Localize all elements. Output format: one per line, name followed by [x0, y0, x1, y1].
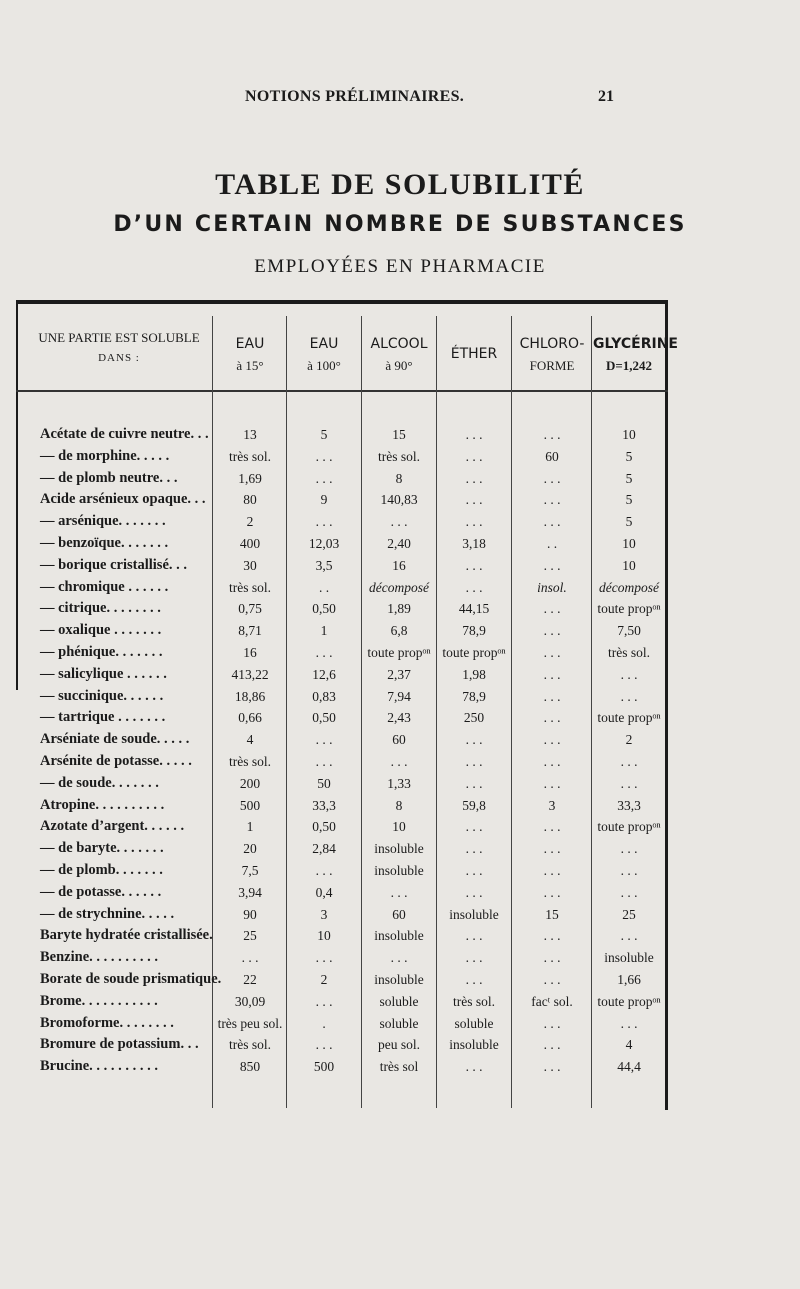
table-row	[16, 925, 668, 946]
solubility-value: très sol.	[229, 1037, 271, 1053]
solubility-value: 250	[463, 710, 485, 726]
substance-name: — de plomb neutre. . .	[40, 469, 178, 486]
solubility-value: toute propᵒⁿ	[597, 993, 661, 1009]
solubility-value: 1,33	[387, 775, 411, 791]
solubility-value: . . .	[465, 754, 483, 769]
solubility-value: 30,09	[234, 993, 266, 1009]
substance-name: — tartrique . . . . . . .	[40, 709, 166, 726]
column-header-name: GLYCÉRINE	[593, 336, 678, 352]
solubility-value: insoluble	[374, 841, 424, 857]
solubility-value: . . .	[543, 972, 561, 987]
solubility-value: . . .	[465, 470, 483, 486]
column-header	[288, 336, 360, 374]
solubility-value: . . .	[620, 666, 638, 682]
substance-name: — salicylique . . . . . .	[40, 665, 167, 682]
solubility-value: 3,94	[238, 884, 262, 900]
solubility-value: 33,3	[617, 797, 641, 813]
solubility-value: . . .	[390, 754, 408, 769]
solubility-value: 15	[392, 427, 406, 442]
column-header	[363, 336, 435, 374]
solubility-value: 1,69	[238, 470, 262, 486]
table-row	[16, 773, 668, 794]
solubility-value: 0,50	[312, 819, 336, 835]
column-header-name: ALCOOL	[370, 336, 428, 352]
table-row	[16, 838, 668, 859]
substance-name: — succinique. . . . . .	[40, 687, 164, 704]
solubility-table	[16, 300, 678, 1110]
solubility-value: 1,89	[387, 601, 411, 617]
solubility-value: 12,6	[312, 666, 336, 682]
solubility-value: très sol.	[229, 579, 271, 595]
table-row	[16, 686, 668, 707]
solubility-value: 7,94	[387, 688, 411, 704]
solubility-value: 413,22	[231, 666, 269, 682]
solubility-value: insoluble	[374, 928, 424, 944]
solubility-value: . . .	[315, 645, 333, 660]
solubility-value: 4	[246, 732, 254, 748]
substance-name: — citrique. . . . . . . .	[40, 600, 161, 617]
solubility-value: toute propᵒⁿ	[597, 819, 661, 835]
table-row	[16, 947, 668, 968]
table-row	[16, 1034, 668, 1055]
solubility-value: 60	[392, 906, 406, 922]
solubility-value: .	[322, 1015, 326, 1031]
solubility-value: . . .	[465, 579, 483, 595]
solubility-value: 5	[625, 448, 633, 464]
table-row	[16, 598, 668, 619]
solubility-value: 8	[395, 797, 403, 813]
solubility-value: 8	[395, 470, 403, 486]
solubility-value: 10	[317, 928, 331, 944]
solubility-value: 10	[392, 819, 406, 835]
solubility-value: . . .	[543, 710, 561, 726]
solubility-value: 15	[545, 906, 559, 922]
column-header	[513, 336, 591, 374]
table-row	[16, 991, 668, 1012]
solubility-value: 2,37	[387, 666, 411, 682]
column-header-sub: D=1,242	[605, 358, 653, 373]
solubility-value: 850	[239, 1059, 261, 1075]
solubility-value: 0,4	[315, 884, 333, 900]
solubility-value: . . .	[543, 601, 561, 617]
solubility-value: . . .	[543, 688, 561, 704]
solubility-value: 0,50	[312, 710, 336, 726]
column-header-name: EAU	[309, 336, 339, 352]
solubility-value: toute propᵒⁿ	[597, 601, 661, 617]
substance-name: Brome. . . . . . . . . . .	[40, 992, 158, 1009]
solubility-value: soluble	[379, 993, 419, 1009]
solubility-value: . . .	[315, 950, 333, 966]
substance-name: Acide arsénieux opaque. . .	[40, 491, 206, 508]
solubility-value: . . .	[543, 928, 561, 944]
substance-name: — de baryte. . . . . . .	[40, 840, 164, 857]
solubility-value: . . .	[465, 427, 483, 442]
solubility-value: 80	[243, 492, 257, 508]
solubility-value: insoluble	[374, 972, 424, 987]
column-header-name: CHLORO-	[519, 336, 585, 352]
solubility-value: . . .	[465, 557, 483, 573]
solubility-value: . . .	[465, 492, 483, 508]
solubility-value: . . .	[465, 1059, 483, 1075]
solubility-value: 33,3	[312, 797, 336, 813]
substance-name: — phénique. . . . . . .	[40, 644, 163, 660]
solubility-value: 10	[622, 427, 636, 442]
solubility-value: 140,83	[380, 492, 418, 508]
solubility-value: soluble	[454, 1015, 494, 1031]
table-row	[16, 446, 668, 467]
solubility-value: . . .	[390, 514, 408, 530]
solubility-value: 10	[622, 557, 636, 573]
substance-name: — de potasse. . . . . .	[40, 883, 162, 900]
solubility-value: décomposé	[599, 579, 659, 595]
substance-name: — borique cristallisé. . .	[40, 556, 188, 573]
substance-name: Acétate de cuivre neutre. . .	[40, 426, 209, 442]
table-row	[16, 468, 668, 489]
solubility-value: 1	[246, 819, 254, 835]
solubility-value: décomposé	[369, 579, 429, 595]
solubility-value: . .	[318, 579, 330, 595]
solubility-value: 78,9	[462, 623, 486, 639]
substance-name: Baryte hydratée cristallisée.	[40, 927, 213, 944]
table-top-rule	[16, 300, 668, 304]
solubility-value: . . .	[543, 732, 561, 748]
solubility-value: 2	[320, 972, 328, 987]
solubility-value: insoluble	[449, 1037, 499, 1053]
table-row	[16, 555, 668, 576]
table-row	[16, 511, 668, 532]
solubility-value: . . .	[620, 754, 638, 769]
page-number: 21	[598, 88, 614, 105]
solubility-value: . . .	[315, 993, 333, 1009]
solubility-value: . . .	[543, 950, 561, 966]
solubility-value: . . .	[315, 470, 333, 486]
solubility-value: 25	[622, 906, 636, 922]
table-row	[16, 816, 668, 837]
solubility-value: . . .	[543, 1015, 561, 1031]
solubility-value: . . .	[315, 754, 333, 769]
substance-name: Borate de soude prismatique.	[40, 971, 222, 987]
column-header	[214, 336, 286, 374]
solubility-value: 1,66	[617, 972, 641, 987]
solubility-value: . . .	[543, 492, 561, 508]
substance-name: Arsénite de potasse. . . . .	[40, 753, 192, 769]
solubility-value: 500	[313, 1059, 335, 1075]
solubility-value: 0,50	[312, 601, 336, 617]
solubility-value: 10	[622, 536, 636, 551]
solubility-value: 16	[392, 557, 406, 573]
solubility-value: . . .	[465, 863, 483, 878]
substance-name: Bromure de potassium. . .	[40, 1036, 199, 1053]
solubility-value: . . .	[465, 950, 483, 966]
solubility-value: insoluble	[604, 950, 654, 966]
solubility-value: . . .	[543, 666, 561, 682]
solubility-value: facᵗ sol.	[531, 993, 573, 1009]
solubility-value: . . .	[315, 448, 333, 464]
solubility-value: 3,5	[315, 557, 333, 573]
solubility-value: très sol.	[229, 754, 271, 769]
solubility-value: . . .	[465, 972, 483, 987]
substance-name: — chromique . . . . . .	[40, 578, 169, 595]
solubility-value: 59,8	[462, 797, 486, 813]
solubility-value: 44,15	[458, 601, 490, 617]
substance-name: Arséniate de soude. . . . .	[40, 731, 190, 748]
solubility-value: 9	[320, 492, 328, 508]
row-header-line2: DANS :	[98, 352, 140, 364]
solubility-value: . . .	[465, 928, 483, 944]
solubility-value: insoluble	[374, 863, 424, 878]
header-rule	[16, 390, 668, 392]
table-row	[16, 533, 668, 554]
table-row	[16, 424, 668, 445]
solubility-value: . . .	[390, 950, 408, 966]
solubility-value: . . .	[543, 841, 561, 857]
solubility-value: 18,86	[234, 688, 266, 704]
solubility-value: 5	[625, 492, 633, 508]
solubility-value: . . .	[465, 514, 483, 530]
column-header-name: EAU	[235, 336, 265, 352]
solubility-value: insol.	[537, 579, 567, 595]
solubility-value: 400	[239, 536, 261, 551]
solubility-value: très sol.	[608, 645, 650, 660]
column-header-sub: à 15°	[236, 358, 264, 373]
substance-name: — arsénique. . . . . . .	[40, 513, 166, 530]
table-row	[16, 904, 668, 925]
solubility-value: très peu sol.	[217, 1015, 283, 1031]
substance-name: — de soude. . . . . . .	[40, 774, 159, 791]
solubility-value: 5	[625, 514, 633, 530]
solubility-value: toute propᵒⁿ	[597, 710, 661, 726]
solubility-value: 30	[243, 557, 257, 573]
solubility-value: . . .	[620, 841, 638, 857]
substance-name: — de morphine. . . . .	[40, 447, 170, 464]
solubility-value: . . .	[465, 732, 483, 748]
solubility-value: . . .	[543, 557, 561, 573]
solubility-value: . .	[546, 536, 558, 551]
solubility-value: insoluble	[449, 906, 499, 922]
row-header-line1: UNE PARTIE EST SOLUBLE	[38, 330, 200, 345]
solubility-value: . . .	[543, 819, 561, 835]
solubility-value: . . .	[620, 928, 638, 944]
column-header-sub: FORME	[529, 358, 575, 373]
solubility-value: . . .	[543, 514, 561, 530]
solubility-value: 0,66	[238, 710, 262, 726]
table-row	[16, 1013, 668, 1034]
solubility-value: très sol	[379, 1059, 419, 1075]
column-header	[593, 336, 678, 374]
solubility-value: . . .	[241, 950, 259, 966]
column-header-sub: à 100°	[307, 358, 341, 373]
row-header-label	[24, 330, 214, 364]
solubility-value: 2	[625, 732, 633, 748]
solubility-value: 16	[243, 645, 257, 660]
table-row	[16, 882, 668, 903]
solubility-value: 90	[243, 906, 257, 922]
solubility-value: toute propᵒⁿ	[367, 645, 431, 660]
solubility-value: . . .	[465, 884, 483, 900]
solubility-value: 22	[243, 972, 257, 987]
solubility-value: 2	[246, 514, 254, 530]
table-row	[16, 642, 668, 663]
column-header-name: ÉTHER	[450, 346, 498, 362]
solubility-value: 50	[317, 775, 331, 791]
solubility-value: . . .	[543, 427, 561, 442]
table-subtitle: D’UN CERTAIN NOMBRE DE SUBSTANCES	[113, 212, 687, 237]
solubility-value: . . .	[543, 863, 561, 878]
substance-name: Atropine. . . . . . . . . .	[40, 796, 165, 813]
solubility-value: 2,43	[387, 710, 411, 726]
solubility-value: . . .	[620, 775, 638, 791]
solubility-value: . . .	[620, 688, 638, 704]
solubility-value: . . .	[543, 775, 561, 791]
solubility-value: . . .	[543, 1059, 561, 1075]
solubility-value: très sol.	[378, 448, 420, 464]
substance-name: Benzine. . . . . . . . . .	[40, 949, 159, 966]
solubility-value: 12,03	[308, 536, 340, 551]
solubility-value: 500	[239, 797, 261, 813]
table-row	[16, 1056, 668, 1077]
table-title: TABLE DE SOLUBILITÉ	[215, 168, 585, 201]
table-row	[16, 729, 668, 750]
substance-name: Brucine. . . . . . . . . .	[40, 1058, 159, 1075]
solubility-value: . . .	[543, 623, 561, 639]
substance-name: Bromoforme. . . . . . . .	[40, 1014, 174, 1031]
solubility-value: . . .	[465, 819, 483, 835]
table-row	[16, 969, 668, 990]
table-row	[16, 795, 668, 816]
solubility-value: . . .	[315, 1037, 333, 1053]
solubility-value: 44,4	[617, 1059, 641, 1075]
substance-name: — benzoïque. . . . . . .	[40, 535, 169, 551]
column-header-sub: à 90°	[385, 358, 413, 373]
solubility-value: 0,75	[238, 601, 262, 617]
solubility-value: 0,83	[312, 688, 336, 704]
table-row	[16, 860, 668, 881]
substance-name: — de plomb. . . . . . .	[40, 862, 163, 878]
solubility-value: très sol.	[229, 448, 271, 464]
solubility-value: . . .	[543, 1037, 561, 1053]
table-subtitle-2: EMPLOYÉES EN PHARMACIE	[254, 256, 546, 277]
table-row	[16, 489, 668, 510]
solubility-value: 4	[625, 1037, 633, 1053]
solubility-value: . . .	[315, 863, 333, 878]
solubility-value: toute propᵒⁿ	[442, 645, 506, 660]
substance-name: Azotate d’argent. . . . . .	[40, 818, 185, 835]
solubility-value: . . .	[465, 448, 483, 464]
solubility-value: très sol.	[453, 993, 495, 1009]
solubility-value: soluble	[379, 1015, 419, 1031]
solubility-value: 60	[545, 448, 559, 464]
solubility-value: 2,84	[312, 841, 336, 857]
solubility-value: . . .	[315, 732, 333, 748]
solubility-value: 1,98	[462, 666, 486, 682]
solubility-value: 7,5	[241, 863, 259, 878]
solubility-value: . . .	[543, 470, 561, 486]
solubility-value: peu sol.	[378, 1037, 420, 1053]
solubility-value: . . .	[620, 1015, 638, 1031]
substance-name: — de strychnine. . . . .	[40, 905, 175, 922]
column-header	[438, 346, 510, 368]
table-row	[16, 620, 668, 641]
table-row	[16, 707, 668, 728]
table-row	[16, 577, 668, 598]
solubility-value: 200	[239, 775, 261, 791]
solubility-value: . . .	[465, 775, 483, 791]
solubility-value: . . .	[620, 863, 638, 878]
substance-name: — oxalique . . . . . . .	[40, 622, 162, 639]
solubility-value: 2,40	[387, 536, 411, 551]
solubility-value: . . .	[465, 841, 483, 857]
solubility-value: 7,50	[617, 623, 641, 639]
solubility-value: 60	[392, 732, 406, 748]
solubility-value: . . .	[543, 645, 561, 660]
solubility-value: 3	[320, 906, 328, 922]
solubility-value: . . .	[543, 754, 561, 769]
solubility-value: . . .	[543, 884, 561, 900]
solubility-value: 1	[320, 623, 328, 639]
solubility-value: 13	[243, 427, 257, 442]
solubility-value: . . .	[390, 884, 408, 900]
solubility-value: 78,9	[462, 688, 486, 704]
solubility-value: 20	[243, 841, 257, 857]
solubility-value: 8,71	[238, 623, 262, 639]
running-title: NOTIONS PRÉLIMINAIRES.	[245, 88, 465, 105]
solubility-value: 6,8	[390, 623, 408, 639]
table-row	[16, 751, 668, 772]
solubility-value: 25	[243, 928, 257, 944]
table-row	[16, 664, 668, 685]
solubility-value: 3	[548, 797, 556, 813]
solubility-value: 5	[625, 470, 633, 486]
solubility-value: . . .	[315, 514, 333, 530]
solubility-value: 5	[320, 427, 328, 442]
solubility-value: 3,18	[462, 536, 486, 551]
solubility-value: . . .	[620, 884, 638, 900]
